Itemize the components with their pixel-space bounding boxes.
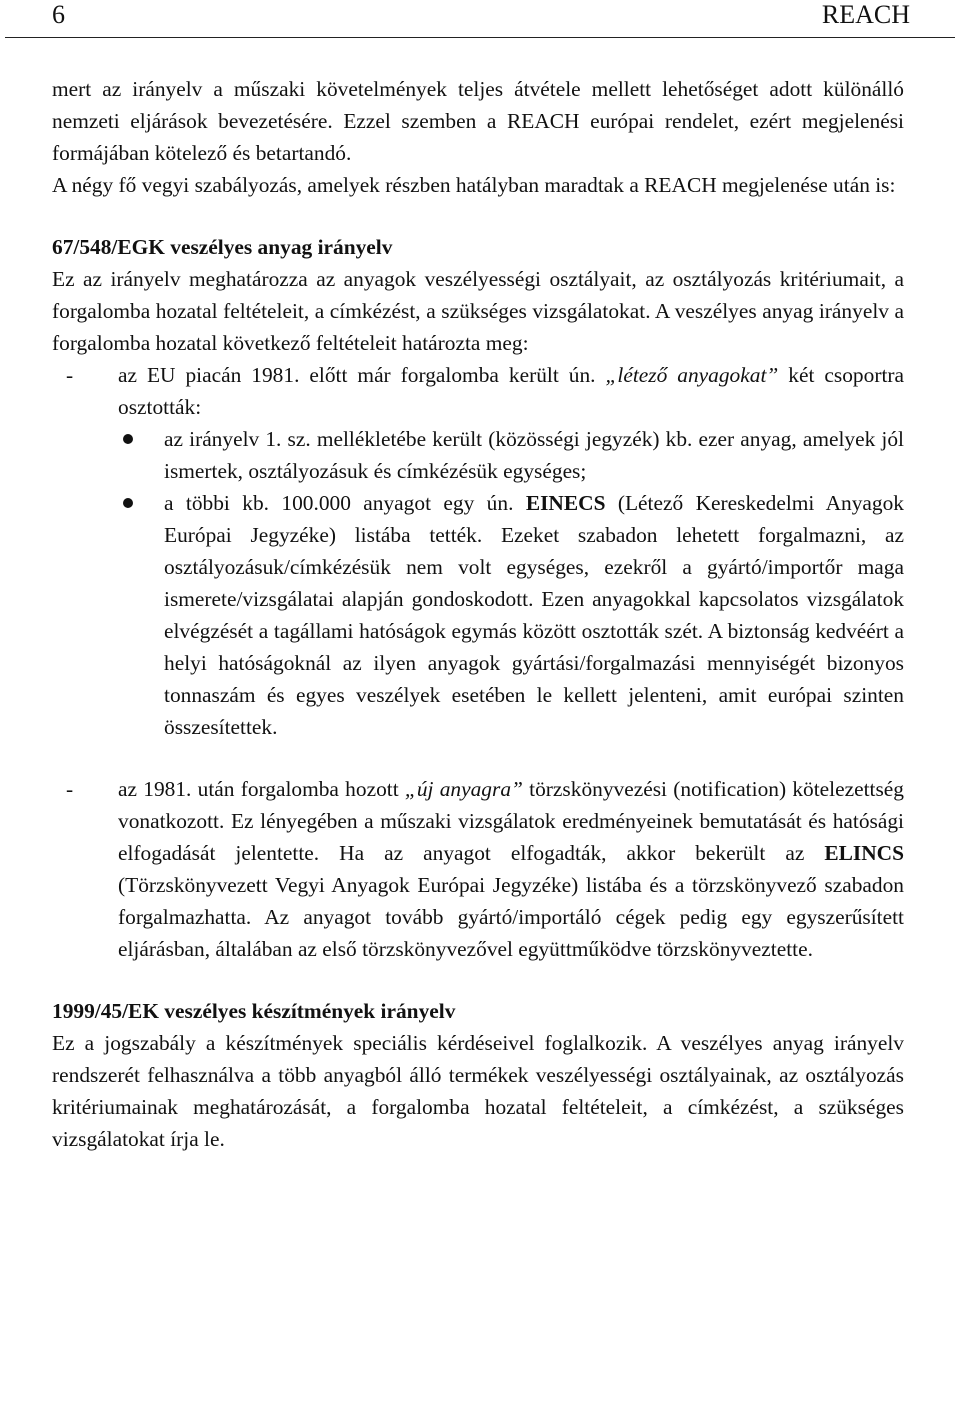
intro-paragraph-2: A négy fő vegyi szabályozás, amelyek részben hatályban maradtak a REACH megjelenése után is:: [52, 173, 896, 197]
section1-paragraph: Ez az irányelv meghatározza az anyagok veszélyességi osztályait, az osztályozás kritériumait, a forgalomba hozatal feltételeit, a címkézést, a szükséges vizsgálatokat. A veszélyes anyag irányelv a forgalomba hozatal következő feltételeit határozta meg:: [52, 267, 904, 355]
einecs-term: EINECS: [525, 491, 606, 515]
dash-item-new-substances: - az 1981. után forgalomba hozott „új anyagra” törzskönyvezési (notification) kötelezettség vonatkozott. Ez lényegében a műszaki vizsgálatok eredményeinek bemutatását és hatósági elfogadását jelentette. Ha az anyagot elfogadták, akkor bekerült az ELINCS (Törzskönyvezett Vegyi Anyagok Európai Jegyzéke) listába és a törzskönyvező szabadon forgalmazhatta. Az anyagot tovább gyártó/importáló cégek pedig egy egyszerűsített eljárásban, általában az első törzskönyvezővel együttműködve törzskönyveztette.: [52, 773, 904, 965]
section-heading-67-548: 67/548/EGK veszélyes anyag irányelv: [52, 235, 393, 259]
existing-substances-term: „létező anyagokat”: [605, 363, 779, 387]
bullet-list: [52, 423, 904, 743]
dash-marker: -: [66, 777, 74, 801]
intro-paragraph-1: mert az irányelv a műszaki követelmények teljes átvétele mellett lehetőséget adott különálló nemzeti eljárások bevezetésére. Ezzel szemben a REACH európai rendelet, ezért megjelenési formájában kötelező és betartandó.: [52, 77, 904, 165]
section-heading-1999-45: 1999/45/EK veszélyes készítmények irányelv: [52, 999, 456, 1023]
list-item: a többi kb. 100.000 anyagot egy ún. EINECS (Létező Kereskedelmi Anyagok Európai Jegyzéke) listába tették. Ezeket szabadon lehetett forgalmazni, az osztályozásuk/címkézésük nem volt egységes, ezekről a gyártó/importőr maga ismerete/vizsgálatai alapján gondoskodott. Ezen anyagokkal kapcsolatos vizsgálatok elvégzését a tagállami hatóságok egymás között osztották szét. A biztonság kedvéért a helyi hatóságoknál az ilyen anyagok gyártási/forgalmazási mennyiségét bizonyos tonnaszám és egyes veszélyek esetében le kellett jelenteni, amit európai szinten összesítettek.: [52, 487, 904, 743]
new-substances-term: „új anyagra”: [404, 777, 523, 801]
header-rule: [5, 37, 955, 38]
section2-paragraph: Ez a jogszabály a készítmények speciális kérdéseivel foglalkozik. A veszélyes anyag irányelv rendszerét felhasználva a több anyagból álló termékek veszélyességi osztályainak, az osztályozás kritériumainak meghatározását, a forgalomba hozatal feltételeit, a címkézést, a szükséges vizsgálatokat írja le.: [52, 1031, 904, 1151]
dash-item-existing-substances: - az EU piacán 1981. előtt már forgalomba került ún. „létező anyagokat” két csoportra osztották:: [52, 359, 904, 423]
list-item: az irányelv 1. sz. mellékletébe került (közösségi jegyzék) kb. ezer anyag, amelyek jól ismertek, osztályozásuk és címkézésük egységes;: [52, 423, 904, 487]
document-body: [52, 73, 904, 1155]
bullet-icon: [123, 498, 133, 508]
elincs-term: ELINCS: [824, 841, 904, 865]
bullet-icon: [123, 434, 133, 444]
page-number: 6: [52, 0, 65, 29]
page-header: [0, 0, 960, 40]
running-title: REACH: [821, 0, 910, 29]
dash-marker: -: [66, 363, 74, 387]
